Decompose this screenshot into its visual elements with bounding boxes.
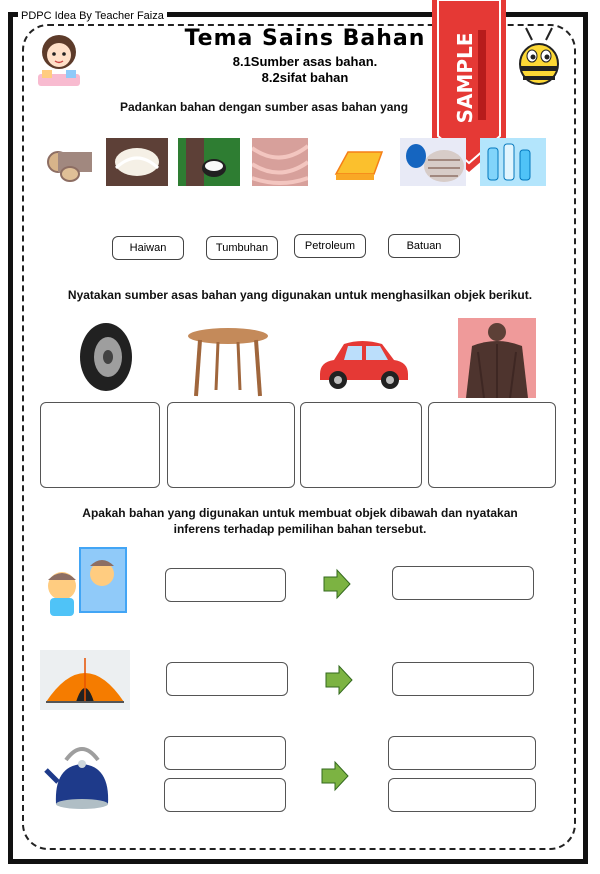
rubber-tapping-image — [178, 138, 240, 186]
bee-illustration — [514, 26, 564, 88]
row2-material-box[interactable] — [166, 662, 288, 696]
row3-inference-box-2[interactable] — [388, 778, 536, 812]
label-tumbuhan[interactable]: Tumbuhan — [206, 236, 278, 260]
row1-inference-box[interactable] — [392, 566, 534, 600]
label-petroleum[interactable]: Petroleum — [294, 234, 366, 258]
wool-image — [106, 138, 168, 186]
gold-bar-image — [330, 138, 386, 186]
wool-yarn-image — [400, 138, 466, 186]
credit-text: PDPC Idea By Teacher Faiza — [18, 10, 167, 22]
tyre-image — [74, 320, 138, 394]
answer-box-tyre[interactable] — [40, 402, 160, 488]
label-haiwan[interactable]: Haiwan — [112, 236, 184, 260]
row1-material-box[interactable] — [165, 568, 286, 602]
subtitle-2: 8.2sifat bahan — [261, 70, 349, 85]
arrow-right-icon — [324, 664, 354, 696]
answer-box-table[interactable] — [167, 402, 295, 488]
wooden-table-image — [186, 326, 270, 398]
arrow-right-icon — [320, 760, 350, 792]
mirror-image — [40, 546, 130, 618]
tent-image — [40, 650, 130, 710]
watermark-text: SAMPLE — [453, 32, 477, 124]
row3-material-box-2[interactable] — [164, 778, 286, 812]
silk-fabric-image — [252, 138, 308, 186]
label-batuan[interactable]: Batuan — [388, 234, 460, 258]
red-car-image — [314, 334, 412, 394]
instruction-1: Padankan bahan dengan sumber asas bahan yang — [120, 100, 409, 114]
page-title: Tema Sains Bahan — [184, 26, 426, 51]
arrow-right-icon — [322, 568, 352, 600]
answer-box-car[interactable] — [300, 402, 422, 488]
instruction-3-line2: inferens terhadap pemilihan bahan tersebut. — [173, 522, 427, 536]
instruction-2: Nyatakan sumber asas bahan yang digunakan untuk menghasilkan objek berikut. — [67, 288, 533, 302]
row2-inference-box[interactable] — [392, 662, 534, 696]
row3-inference-box-1[interactable] — [388, 736, 536, 770]
fur-coat-image — [458, 318, 536, 398]
instruction-3-line1: Apakah bahan yang digunakan untuk membuat objek dibawah dan nyatakan — [82, 506, 518, 520]
subtitle-1: 8.1Sumber asas bahan. — [232, 54, 378, 69]
girl-illustration — [30, 30, 88, 90]
row3-material-box-1[interactable] — [164, 736, 286, 770]
answer-box-coat[interactable] — [428, 402, 556, 488]
plastic-bottles-image — [480, 138, 546, 186]
kettle-image — [44, 738, 120, 814]
wood-logs-image — [44, 140, 98, 184]
